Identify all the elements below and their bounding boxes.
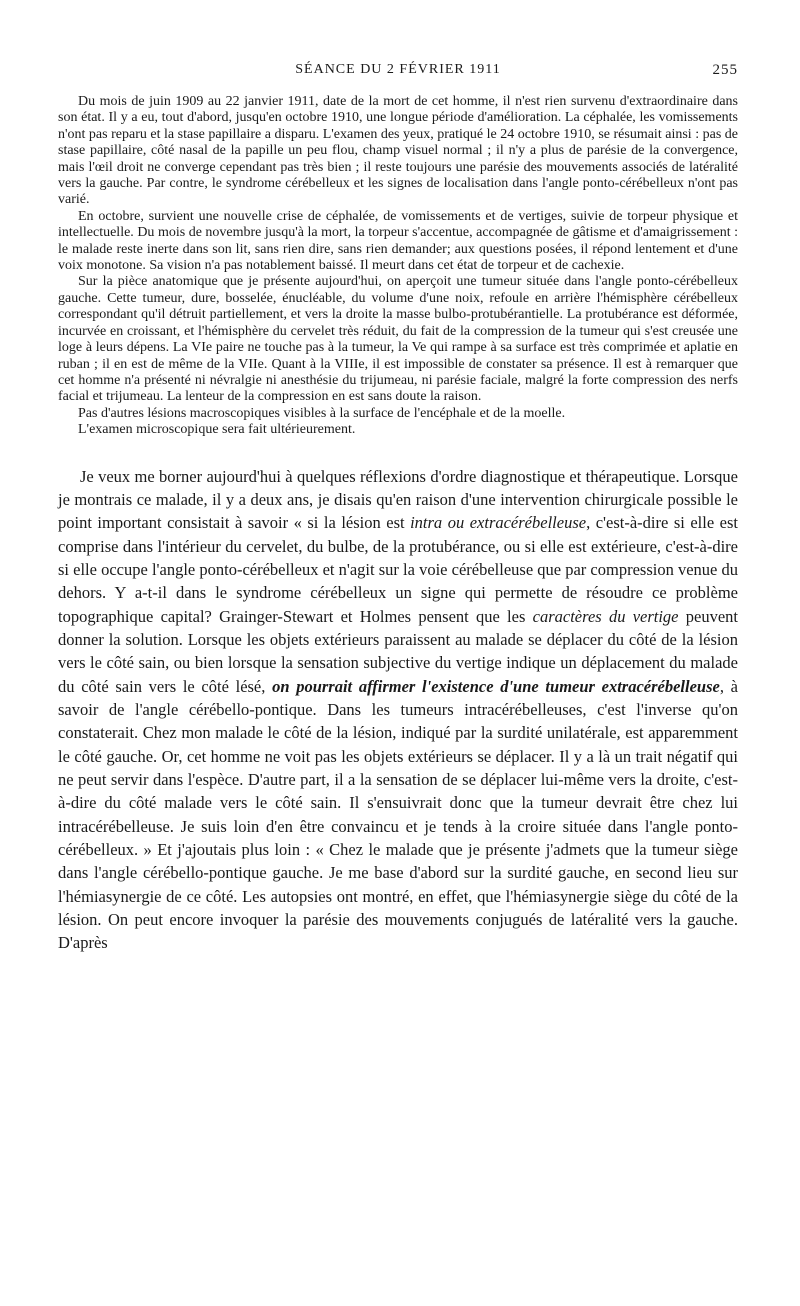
running-title: SÉANCE DU 2 FÉVRIER 1911 [295,62,501,77]
page [58,58,738,955]
emphasis-intra-extra: intra ou extracérébelleuse [410,513,587,533]
case-paragraph: L'examen microscopique sera fait ultérieurement. [78,422,356,438]
discussion [58,465,738,955]
emphasis-tumeur-extracerebelleuse: on pourrait affirmer l'existence d'une tumeur extracérébelleuse [272,676,720,696]
case-report [58,94,738,439]
case-paragraph: Pas d'autres lésions macroscopiques visibles à la surface de l'encéphale et de la moelle. [78,405,566,421]
case-paragraph: Du mois de juin 1909 au 22 janvier 1911, date de la mort de cet homme, il n'est rien survenu d'extraordinaire dans son état. Il y a eu, tout d'abord, jusqu'en octobre 1910, une longue période d'amélioration. La céphalée, les vomissements n'ont pas reparu et la stase papillaire a disparu. L'examen des yeux, pratiqué le 24 octobre 1910, se résumait ainsi : pas de stase papillaire, côté nasal de la papille un peu flou, champ visuel normal ; il n'y a plus de parésie de la convergence, mais l'œil droit ne converge cependant pas très bien ; il reste toujours une parésie des mouvements associés de latéralité vers la gauche. Par contre, le syndrome cérébelleux et les signes de localisation dans l'angle ponto-cérébelleux n'ont pas varié. [58,94,738,208]
discussion-text: , à savoir de l'angle cérébello-pontique. Dans les tumeurs intracérébelleuses, c'est l'inverse qu'on constaterait. Chez mon malade le côté de la lésion, indiqué par la surdité unilatérale, est apparemment le côté gauche. Or, cet homme ne voit pas les objets extérieurs se déplacer. Il y a là un trait négatif qui ne peut servir dans l'espèce. D'autre part, il a la sensation de se déplacer lui-même vers la droite, c'est-à-dire du côté malade vers le côté sain. Il s'ensuivrait donc que la tumeur devrait être chez lui intracérébelleuse. Je suis loin d'en être convaincu et je tends à la croire située dans l'angle ponto-cérébelleux. » Et j'ajoutais plus loin : « Chez le malade que je présente j'admets que la tumeur siège dans l'angle cérébello-pontique gauche. Je me base d'abord sur la surdité gauche, en second lieu sur l'hémiasynergie de ce côté. Les autopsies ont montré, en effet, que l'hémiasynergie siège du côté de la lésion. On peut encore invoquer la parésie des mouvements conjugués de latéralité vers la gauche. D'après [58,676,739,953]
case-paragraph: En octobre, survient une nouvelle crise de céphalée, de vomissements et de vertiges, suivie de torpeur physique et intellectuelle. Du mois de novembre jusqu'à la mort, la torpeur s'accentue, accompagnée de gâtisme et d'amaigrissement : le malade reste inerte dans son lit, sans rien dire, sans rien demander; aux questions posées, il répond lentement et d'une voix monotone. Sa vision n'a pas notablement baissé. Il meurt dans cet état de torpeur et de cachexie. [58,208,738,274]
discussion-text: Je veux me borner aujourd'hui à quelques réflexions d'ordre diagnostique et thérapeutique. Lorsque je montrais ce malade, il y a deux ans, je disais qu'en raison d'une intervention chirurgicale possible le point important consistait à savoir « si la lésion est [58,466,738,533]
discussion-text: , c'est-à-dire si elle est comprise dans l'intérieur du cervelet, du bulbe, de la protubérance, ou si elle est extérieure, c'est-à-dire si elle occupe l'angle ponto-cérébelleux et n'agit sur la voie cérébelleuse que par compression venue du dehors. Y a-t-il dans le syndrome cérébelleux un signe qui permette de résoudre ce problème topographique capital? Grainger-Stewart et Holmes pensent que les [58,513,738,626]
running-header [58,58,738,84]
discussion-paragraph [58,465,738,955]
discussion-text: peuvent donner la solution. Lorsque les objets extérieurs paraissent au malade se déplacer du côté de la lésion vers le côté sain, ou bien lorsque la sensation subjective du vertige indique un déplacement du malade du côté sain vers le côté lésé, [58,606,739,696]
emphasis-vertige: caractères du vertige [532,606,679,626]
case-paragraph: Sur la pièce anatomique que je présente aujourd'hui, on aperçoit une tumeur située dans l'angle ponto-cérébelleux gauche. Cette tumeur, dure, bosselée, énucléable, du volume d'une noix, refoule en arrière l'hémisphère cérébelleux correspondant qu'il détruit partiellement, et vers la droite la masse bulbo-protubérantielle. La protubérance est déformée, incurvée en croissant, et l'hémisphère du cervelet très réduit, du fait de la compression de la tumeur qui s'est creusée une loge à leurs dépens. La VIe paire ne touche pas à la tumeur, la Ve qui rampe à sa surface est très comprimée et aplatie en ruban ; il en est de même de la VIIe. Quant à la VIIIe, il est impossible de constater sa présence. Il est à remarquer que cet homme n'a présenté ni névralgie ni anesthésie du trijumeau, ni parésie faciale, malgré la forte compression des nerfs facial et trijumeau. La lenteur de la compression en est sans doute la raison. [58,274,738,405]
page-number: 255 [712,62,738,78]
